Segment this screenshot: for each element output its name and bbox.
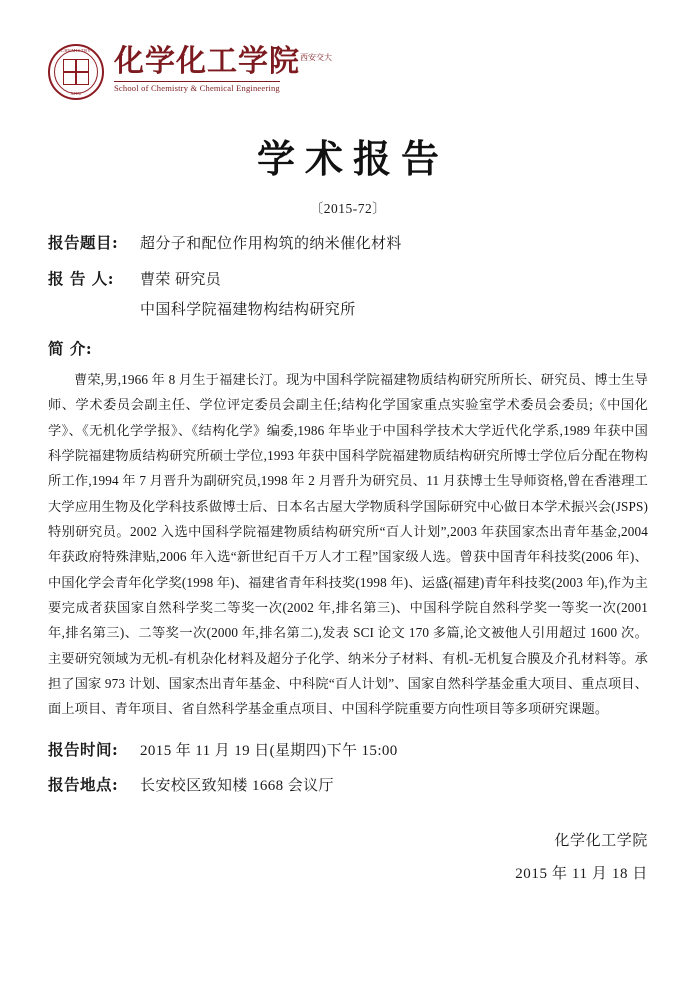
- letterhead-text: [114, 44, 332, 96]
- intro-label: 简 介:: [48, 339, 93, 358]
- signoff: [48, 829, 648, 883]
- speaker-value: 曹荣 研究员: [140, 272, 222, 288]
- seal-top-text: CHEMISTRY: [60, 48, 92, 53]
- seal-bottom-text: XJTU: [70, 91, 82, 96]
- signoff-date: 2015 年 11 月 18 日: [515, 865, 648, 882]
- place-label: 报告地点:: [48, 774, 119, 794]
- time-value: 2015 年 11 月 19 日(星期四)下午 15:00: [140, 742, 398, 759]
- field-intro: [48, 337, 648, 359]
- field-topic: [48, 231, 648, 253]
- place-value: 长安校区致知楼 1668 会议厅: [140, 777, 334, 794]
- letterhead: [48, 44, 648, 102]
- university-seal-icon: [48, 44, 104, 100]
- speaker-affiliation: 中国科学院福建物构结构研究所: [140, 302, 356, 318]
- document-number: 〔2015-72〕: [309, 201, 387, 216]
- field-speaker: [48, 267, 648, 289]
- speaker-bio: 曹荣,男,1966 年 8 月生于福建长汀。现为中国科学院福建物质结构研究所所长、研究员、博士生导师、学术委员会副主任、学位评定委员会副主任;结构化学国家重点实验室学术委员会委员;《中国化学》、《无机化学学报》、《结构化学》编委,1986 年毕业于中国科学技术大学近代化学系,1989 年获中国科学院福建物质结构研究所硕士学位,1993 年获中国科学院福建物质结构研究所博士学位后分配在物构所工作,1994 年 7 月晋升为副研究员,1998 年 2 月晋升为研究员、11 月获博士生导师资格,曾在香港理工大学应用生物及化学科技系做博士后、日本名古屋大学物质科学国际研究中心做日本学术振兴会(JSPS)特别研究员。2002 入选中国科学院福建物质结构研究所“百人计划”,2003 年获国家杰出青年基金,2004 年获政府特殊津贴,2006 年入选“新世纪百千万人才工程”国家级人选。曾获中国青年科技奖(2006 年)、中国化学会青年化学奖(1998 年)、福建省青年科技奖(1998 年)、运盛(福建)青年科技奖(2003 年),作为主要完成者获国家自然科学奖二等奖一次(2002 年,排名第三)、中国科学院自然科学奖一等奖一次(2001 年,排名第三)、二等奖一次(2000 年,排名第二),发表 SCI 论文 170 多篇,论文被他人引用超过 1600 次。主要研究领域为无机-有机杂化材料及超分子化学、纳米分子材料、有机-无机复合膜及介孔材料等。承担了国家 973 计划、国家杰出青年基金、中科院“百人计划”、国家自然科学基金重大项目、重点项目、面上项目、青年项目、省自然科学基金重点项目、中国科学院重要方向性项目等多项研究课题。: [48, 372, 648, 717]
- time-label: 报告时间:: [48, 739, 119, 759]
- page-title: 学术报告: [256, 136, 449, 181]
- field-time: [48, 738, 648, 760]
- seal-emblem: [63, 59, 89, 85]
- speaker-label: 报 告 人:: [48, 269, 115, 288]
- school-name-en: School of Chemistry & Chemical Engineering: [114, 82, 280, 93]
- school-name-cn: [114, 46, 332, 78]
- topic-label: 报告题目:: [48, 233, 119, 252]
- topic-value: 超分子和配位作用构筑的纳米催化材料: [140, 236, 402, 252]
- school-name-cn-text: 化学化工学院: [114, 44, 300, 79]
- field-place: [48, 773, 648, 795]
- signoff-org: 化学化工学院: [554, 832, 648, 849]
- school-name-superscript: 西安交大: [300, 53, 332, 62]
